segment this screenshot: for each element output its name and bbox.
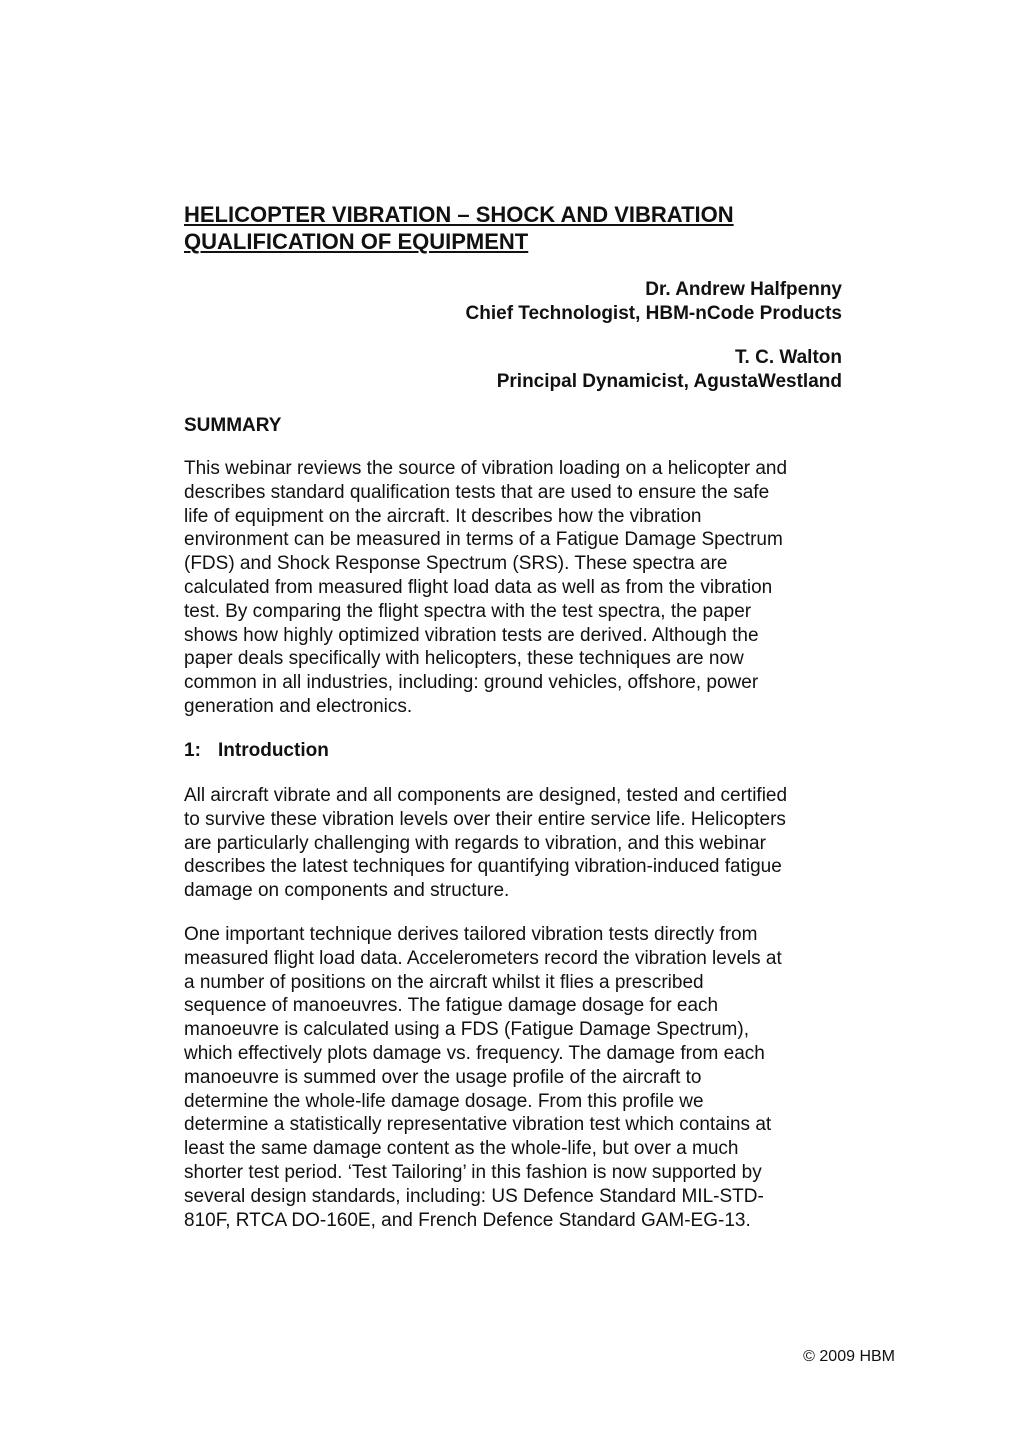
text-line: This webinar reviews the source of vibration loading on a helicopter and [184,458,788,479]
text-line: least the same damage content as the whole-life, but over a much [184,1138,739,1160]
section-number: 1: [184,740,201,761]
author-name: T. C. Walton [735,347,842,368]
text-line: determine a statistically representative vibration test which contains at [184,1114,772,1136]
text-line: (FDS) and Shock Response Spectrum (SRS). These spectra are [184,553,728,575]
text-line: common in all industries, including: ground vehicles, offshore, power [184,672,759,694]
text-line: a number of positions on the aircraft whilst it flies a prescribed [184,971,704,993]
author-list [380,278,842,414]
text-line: measured flight load data. Accelerometers record the vibration levels at [184,947,782,969]
section-title: Introduction [218,740,329,761]
author-role: Chief Technologist, HBM-nCode Products [465,303,842,324]
paper-title [184,201,864,255]
paper-title-line: QUALIFICATION OF EQUIPMENT [184,229,529,254]
text-line: sequence of manoeuvres. The fatigue damage dosage for each [184,995,719,1017]
copyright-footer: © 2009 HBM [803,1348,895,1365]
text-line: environment can be measured in terms of a Fatigue Damage Spectrum [184,529,783,551]
text-line: describes the latest techniques for quantifying vibration-induced fatigue [184,856,782,878]
author-name: Dr. Andrew Halfpenny [645,279,842,300]
text-line: are particularly challenging with regards to vibration, and this webinar [184,832,766,854]
text-line: life of equipment on the aircraft. It describes how the vibration [184,505,702,527]
author-entry [380,346,842,394]
summary-heading: SUMMARY [184,415,282,436]
text-line: determine the whole-life damage dosage. From this profile we [184,1090,704,1112]
text-line: test. By comparing the flight spectra with the test spectra, the paper [184,600,752,622]
text-line: paper deals specifically with helicopters, these techniques are now [184,648,744,670]
text-line: calculated from measured flight load data as well as from the vibration [184,576,773,598]
paper-title-line: HELICOPTER VIBRATION – SHOCK AND VIBRATION [184,202,734,227]
text-line: manoeuvre is calculated using a FDS (Fatigue Damage Spectrum), [184,1019,749,1041]
text-line: All aircraft vibrate and all components are designed, tested and certified [184,785,788,806]
text-line: describes standard qualification tests that are used to ensure the safe [184,481,770,503]
text-line: several design standards, including: US Defence Standard MIL-STD- [184,1185,764,1207]
text-line: shows how highly optimized vibration tests are derived. Although the [184,624,759,646]
text-line: to survive these vibration levels over their entire service life. Helicopters [184,808,786,830]
introduction-paragraph-1 [184,784,844,903]
text-line: One important technique derives tailored vibration tests directly from [184,924,758,945]
text-line: generation and electronics. [184,695,413,717]
text-line: 810F, RTCA DO-160E, and French Defence Standard GAM-EG-13. [184,1209,751,1231]
text-line: shorter test period. ‘Test Tailoring’ in this fashion is now supported by [184,1161,762,1183]
introduction-heading [184,739,329,763]
text-line: which effectively plots damage vs. frequency. The damage from each [184,1042,765,1064]
author-role: Principal Dynamicist, AgustaWestland [496,371,842,392]
text-line: damage on components and structure. [184,880,510,902]
text-line: manoeuvre is summed over the usage profile of the aircraft to [184,1066,702,1088]
summary-paragraph [184,457,844,719]
author-entry [380,278,842,326]
introduction-paragraph-2 [184,923,844,1232]
